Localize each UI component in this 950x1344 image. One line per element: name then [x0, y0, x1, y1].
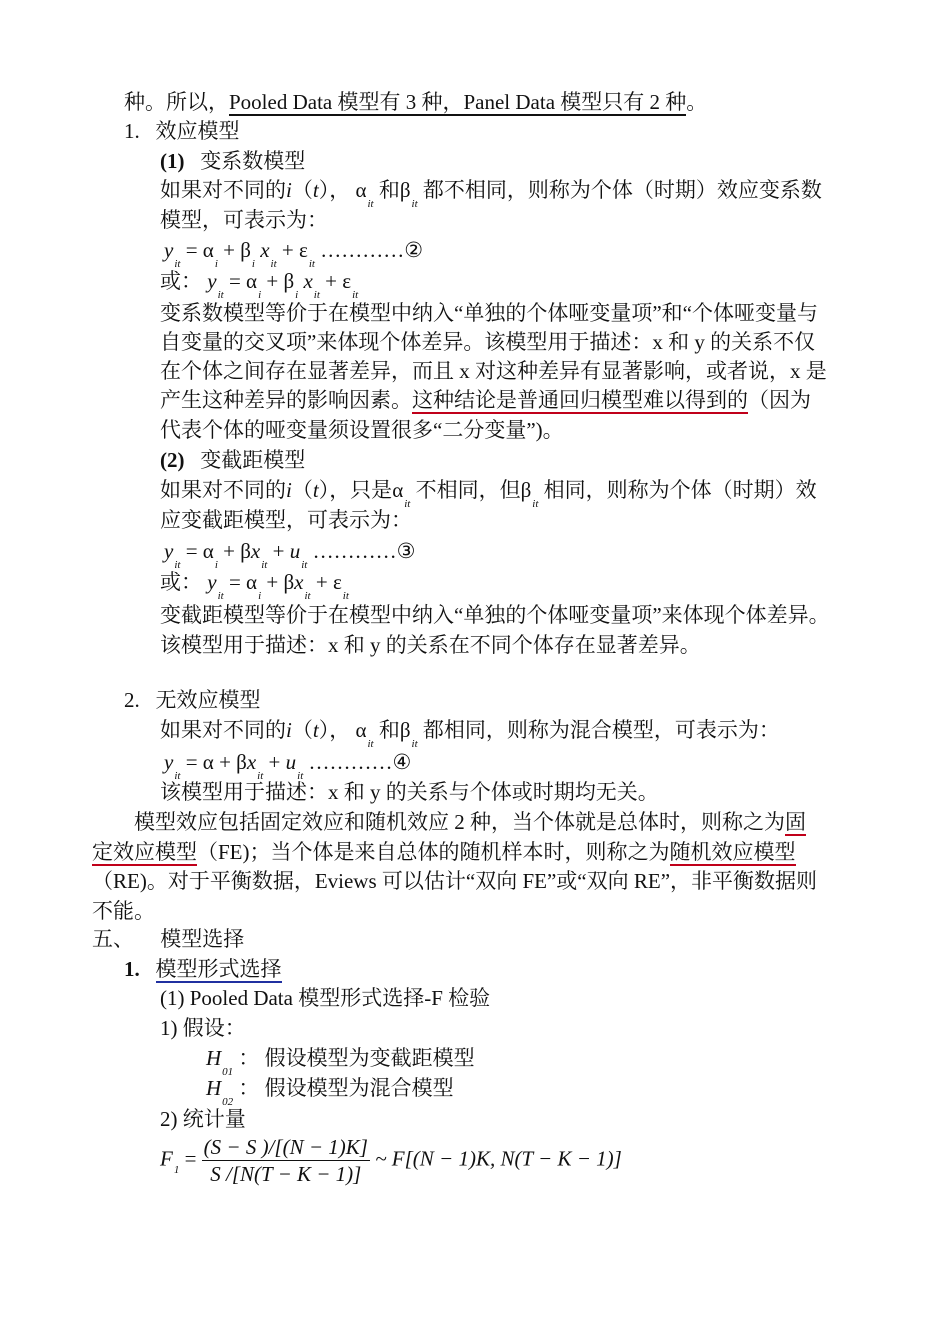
text-line: 应变截距模型，可表示为：: [160, 508, 412, 532]
text-line: 种。所以，Pooled Data 模型有 3 种，Panel Data 模型只有 2 种。: [124, 90, 708, 114]
f-statistic-formula: $F_1$ = $\frac{(S - S )/[(N - 1)K]}{S /[N(T - K - 1)]}$ ~ F[(N − 1)K, N(T − K − 1)]: [160, 1135, 622, 1186]
text-line: 如果对不同的i（t），只是$\alpha_{it}$ 不相同，但$\beta_{it}$ 相同，则称为个体（时期）效: [160, 478, 817, 510]
red-underline: 随机效应模型: [669, 840, 796, 864]
text-line: 如果对不同的i（t）， $\alpha_{it}$ 和$\beta_{it}$ 都不相同，则称为个体（时期）效应变系数: [160, 178, 822, 210]
fraction: [202, 1134, 370, 1187]
hypothesis-h02: $H_{02}$ ： 假设模型为混合模型: [206, 1076, 454, 1108]
text-line: 如果对不同的i（t）， $\alpha_{it}$ 和$\beta_{it}$ 都相同，则称为混合模型，可表示为：: [160, 718, 780, 750]
text-line: (1) Pooled Data 模型形式选择-F 检验: [160, 986, 491, 1010]
equation-3: $y_{it} = \alpha_i + \beta x_{it} + u_{it}$ …………③: [164, 539, 416, 571]
f-distribution: ~ F[(N − 1)K, N(T − K − 1)]: [375, 1146, 622, 1171]
text-line: 1) 假设：: [160, 1016, 246, 1040]
text-line: 模型，可表示为：: [160, 208, 328, 232]
text-line: 定效应模型（FE)；当个体是来自总体的随机样本时，则称之为随机效应模型: [92, 840, 796, 864]
text-line: 变系数模型等价于在模型中纳入“单独的个体哑变量项”和“个体哑变量与: [160, 301, 818, 325]
text-line: 代表个体的哑变量须设置很多“二分变量”)。: [160, 418, 564, 442]
hypothesis-h01: $H_{01}$ ： 假设模型为变截距模型: [206, 1046, 475, 1078]
underlined-phrase: Pooled Data 模型有 3 种，Panel Data 模型只有 2 种: [229, 90, 687, 114]
fraction-numerator: (S − S )/[(N − 1)K]: [203, 1135, 368, 1159]
section-heading: 2. 无效应模型: [124, 688, 261, 712]
text-line: 自变量的交叉项”来体现个体差异。该模型用于描述：x 和 y 的关系不仅: [160, 330, 816, 354]
text-line: 模型效应包括固定效应和随机效应 2 种，当个体就是总体时，则称之为固: [134, 810, 806, 834]
text-line: 该模型用于描述：x 和 y 的关系与个体或时期均无关。: [160, 780, 659, 804]
text-line: 在个体之间存在显著差异，而且 x 对这种差异有显著影响，或者说，x 是: [160, 359, 827, 383]
text-line: 该模型用于描述：x 和 y 的关系在不同个体存在显著差异。: [160, 633, 701, 657]
text-line: 2) 统计量: [160, 1107, 246, 1131]
red-underline: 定效应模型: [92, 840, 197, 864]
text-line: 不能。: [92, 899, 155, 923]
subsection-heading: (1) 变系数模型: [160, 149, 306, 173]
chapter-heading: 五、 模型选择: [92, 927, 245, 951]
section-heading: 1. 效应模型: [124, 119, 240, 143]
section-heading: 1. 模型形式选择: [124, 957, 282, 981]
equation-2: $y_{it} = \alpha_i + \beta_i$ $x_{it} + \varepsilon_{it}$ …………②: [164, 238, 424, 270]
text-line: 变截距模型等价于在模型中纳入“单独的个体哑变量项”来体现个体差异。: [160, 603, 830, 627]
text-line: 产生这种差异的影响因素。这种结论是普通回归模型难以得到的（因为: [160, 388, 811, 412]
red-underline: 这种结论是普通回归模型难以得到的: [412, 388, 748, 412]
equation-3-alt: 或： $y_{it} = \alpha_i + \beta x_{it} + \varepsilon_{it}$: [160, 570, 349, 602]
fraction-denominator: S /[N(T − K − 1)]: [210, 1162, 362, 1186]
blue-underline: 模型形式选择: [155, 957, 282, 981]
text-line: （RE)。对于平衡数据，Eviews 可以估计“双向 FE”或“双向 RE”，非平衡数据则: [92, 869, 818, 893]
equation-2-alt: 或： $y_{it} = \alpha_i + \beta_i$ $x_{it} + \varepsilon_{it}$: [160, 269, 359, 301]
equation-4: $y_{it} = \alpha + \beta x_{it} + u_{it}$ …………④: [164, 750, 412, 782]
subsection-heading: (2) 变截距模型: [160, 448, 306, 472]
